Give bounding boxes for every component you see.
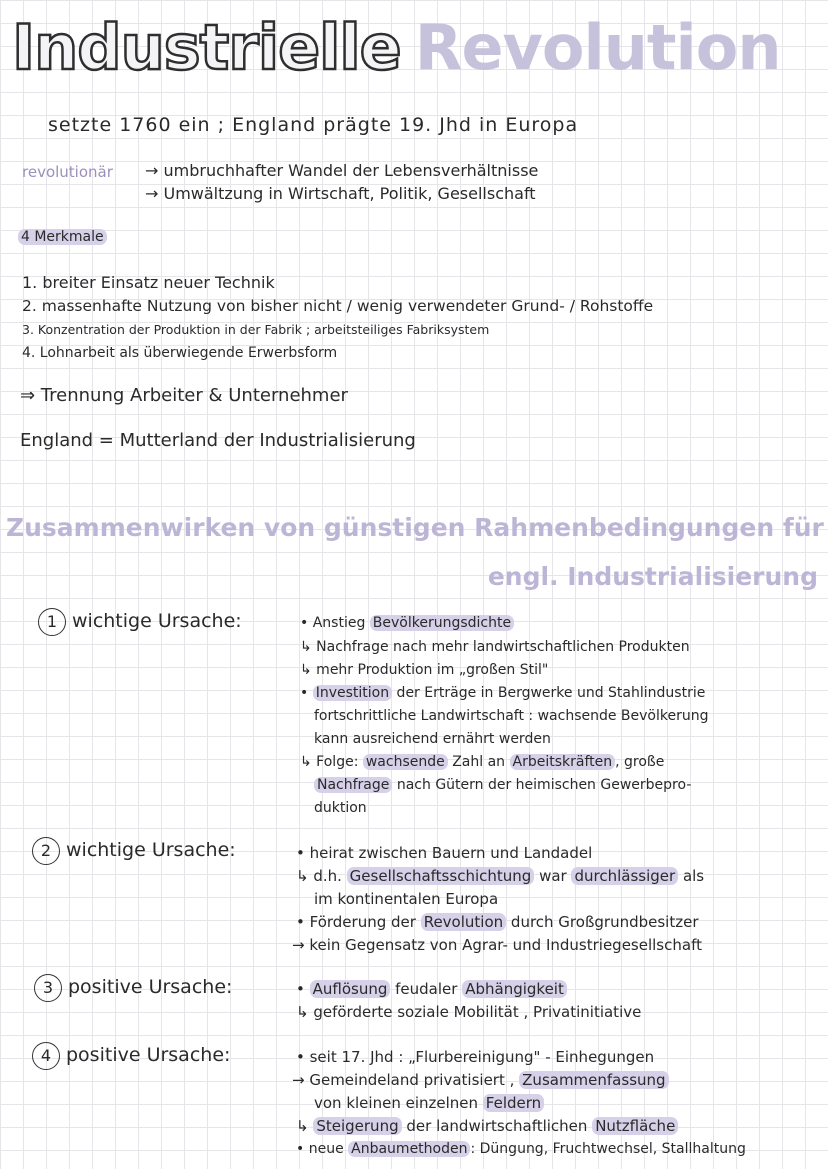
cause-2-bullet-1: • heirat zwischen Bauern und Landadel	[296, 844, 593, 862]
cause-2-bullet-2: ↳ d.h. Gesellschaftsschichtung war durchlässiger als	[296, 867, 705, 885]
cause-1-bullet-3: ↳ mehr Produktion im „großen Stil"	[300, 662, 549, 678]
cause-3-number: 3	[34, 974, 62, 1002]
cause-3-bullet-2: ↳ geförderte soziale Mobilität , Privatinitiative	[296, 1003, 642, 1021]
title-part2: Revolution	[414, 11, 781, 84]
england-line: England = Mutterland der Industrialisierung	[20, 430, 416, 451]
cause-3-text: positive Ursache:	[68, 976, 233, 998]
cause-1-text: wichtige Ursache:	[72, 610, 242, 632]
cause-4-number: 4	[32, 1042, 60, 1070]
revolutionaer-line1: → umbruchhafter Wandel der Lebensverhältnisse	[145, 161, 539, 180]
cause-2-bullet-3: im kontinentalen Europa	[314, 890, 499, 908]
cause-1-bullet-9: duktion	[314, 800, 367, 816]
revolutionaer-line2: → Umwältzung in Wirtschaft, Politik, Gesellschaft	[145, 184, 536, 203]
cause-1-bullet-7: ↳ Folge: wachsende Zahl an Arbeitskräften , große	[300, 754, 665, 770]
cause-2-bullet-4: • Förderung der Revolution durch Großgrundbesitzer	[296, 913, 699, 931]
cause-1-number: 1	[38, 608, 66, 636]
intro-line: setzte 1760 ein ; England prägte 19. Jhd in Europa	[48, 114, 579, 136]
cause-3-label	[34, 972, 232, 1002]
cause-1-label	[38, 606, 242, 636]
cause-1-bullet-1: • Anstieg Bevölkerungsdichte	[300, 612, 514, 634]
cause-1-bullet-8: Nachfrage nach Gütern der heimischen Gewerbepro-	[314, 774, 691, 796]
cause-4-bullet-2: → Gemeindeland privatisiert , Zusammenfassung	[292, 1069, 669, 1091]
cause-1-bullet-5: fortschrittliche Landwirtschaft : wachsende Bevölkerung	[314, 708, 709, 724]
merkmal-3: 3. Konzentration der Produktion in der Fabrik ; arbeitsteiliges Fabriksystem	[22, 322, 490, 337]
cause-4-bullet-1: • seit 17. Jhd : „Flurbereinigung" - Einhegungen	[296, 1048, 655, 1066]
section-heading-line2: engl. Industrialisierung	[487, 562, 818, 591]
merkmale-label	[18, 229, 107, 245]
revolutionaer-label: revolutionär	[22, 163, 113, 181]
section-heading-line1: Zusammenwirken von günstigen Rahmenbedingungen für	[6, 513, 824, 542]
cause-4-bullet-4: ↳ Steigerung der landwirtschaftlichen Nutzfläche	[296, 1115, 678, 1137]
cause-2-bullet-5: → kein Gegensatz von Agrar- und Industriegesellschaft	[292, 936, 702, 954]
merkmal-4: 4. Lohnarbeit als überwiegende Erwerbsform	[22, 345, 338, 361]
cause-1-bullet-6: kann ausreichend ernährt werden	[314, 731, 551, 747]
cause-4-text: positive Ursache:	[66, 1044, 231, 1066]
cause-4-bullet-3: von kleinen einzelnen Feldern	[314, 1092, 544, 1114]
cause-1-bullet-2: ↳ Nachfrage nach mehr landwirtschaftlichen Produkten	[300, 639, 690, 655]
merkmal-1: 1. breiter Einsatz neuer Technik	[22, 273, 275, 292]
merkmale-label-text: 4 Merkmale	[18, 229, 107, 245]
title-part1: Industrielle	[12, 11, 401, 84]
cause-3-bullet-1: • Auflösung feudaler Abhängigkeit	[296, 978, 567, 1000]
trennung-line: ⇒ Trennung Arbeiter & Unternehmer	[20, 385, 348, 406]
cause-4-label	[32, 1040, 230, 1070]
merkmal-2: 2. massenhafte Nutzung von bisher nicht / wenig verwendeter Grund- / Rohstoffe	[22, 297, 654, 315]
cause-2-number: 2	[32, 837, 60, 865]
cause-1-bullet-4: • Investition der Erträge in Bergwerke und Stahlindustrie	[300, 685, 706, 701]
cause-4-bullet-5: • neue Anbaumethoden : Düngung, Fruchtwechsel, Stallhaltung	[296, 1141, 746, 1157]
cause-2-label	[32, 835, 236, 865]
page-title	[12, 8, 781, 88]
cause-2-text: wichtige Ursache:	[66, 839, 236, 861]
